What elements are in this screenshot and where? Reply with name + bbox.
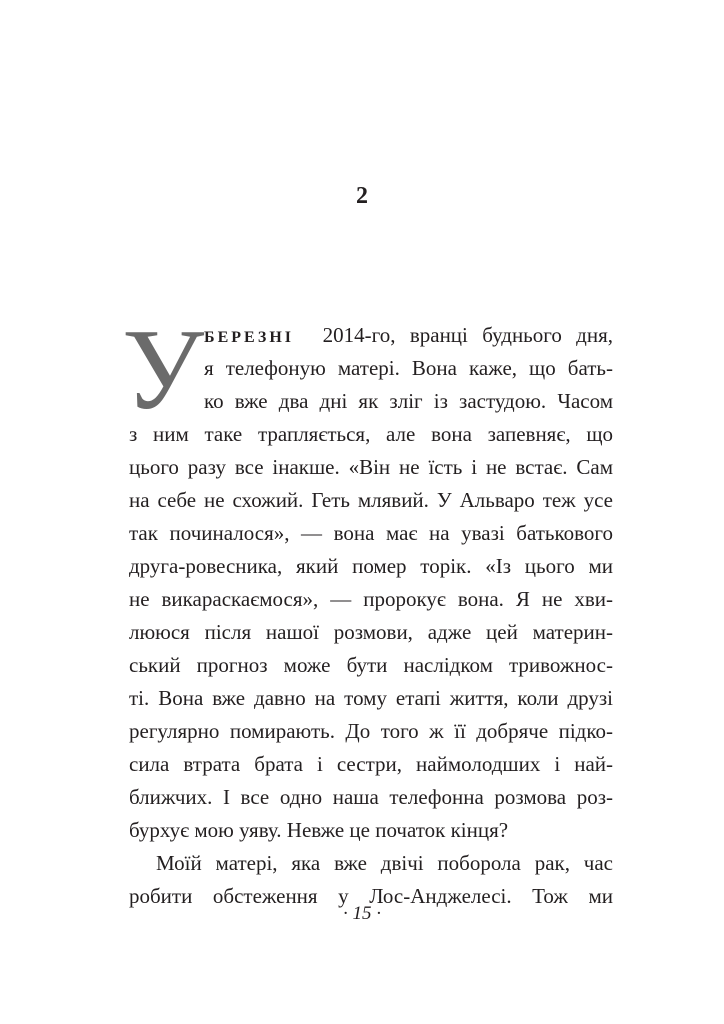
text-line: ко вже два дні як зліг із застудою. Часом [204, 389, 613, 413]
text-line [204, 322, 613, 351]
drop-cap: У [122, 306, 205, 434]
chapter-number: 2 [356, 183, 368, 209]
text-line: лююся після нашої розмови, адже цей материн- [129, 620, 613, 644]
text-line: цього разу все інакше. «Він не їсть і не встає. Сам [129, 455, 613, 479]
text-line: з ним таке трапляється, але вона запевняє, що [129, 422, 613, 446]
text-line: на себе не схожий. Геть млявий. У Альваро теж усе [129, 488, 613, 512]
text-line: ський прогноз може бути наслідком тривожнос- [129, 653, 613, 677]
text-line: бурхує мою уяву. Невже це початок кінця? [129, 818, 509, 842]
text-line: так починалося», — вона має на увазі батькового [129, 521, 613, 545]
text-line-rest: 2014-го, вранці буднього дня, [322, 323, 614, 347]
text-line: ближчих. І все одно наша телефонна розмова роз- [129, 785, 613, 809]
smallcaps-lead: БЕРЕЗНІ [204, 329, 295, 346]
text-line: не викараскаємося», — пророкує вона. Я не хви- [129, 587, 613, 611]
text-line: я телефоную матері. Вона каже, що бать- [204, 356, 613, 380]
text-line: друга-ровесника, який помер торік. «Із цього ми [129, 554, 613, 578]
text-line: ті. Вона вже давно на тому етапі життя, коли друзі [129, 686, 613, 710]
text-line: Моїй матері, яка вже двічі поборола рак, час [156, 851, 613, 875]
text-line: сила втрата брата і сестри, наймолодших і най- [129, 752, 613, 776]
text-line: робити обстеження у Лос-Анджелесі. Тож ми [129, 884, 613, 908]
text-line: регулярно помирають. До того ж її добряче підко- [129, 719, 613, 743]
page-number: · 15 · [343, 903, 381, 924]
